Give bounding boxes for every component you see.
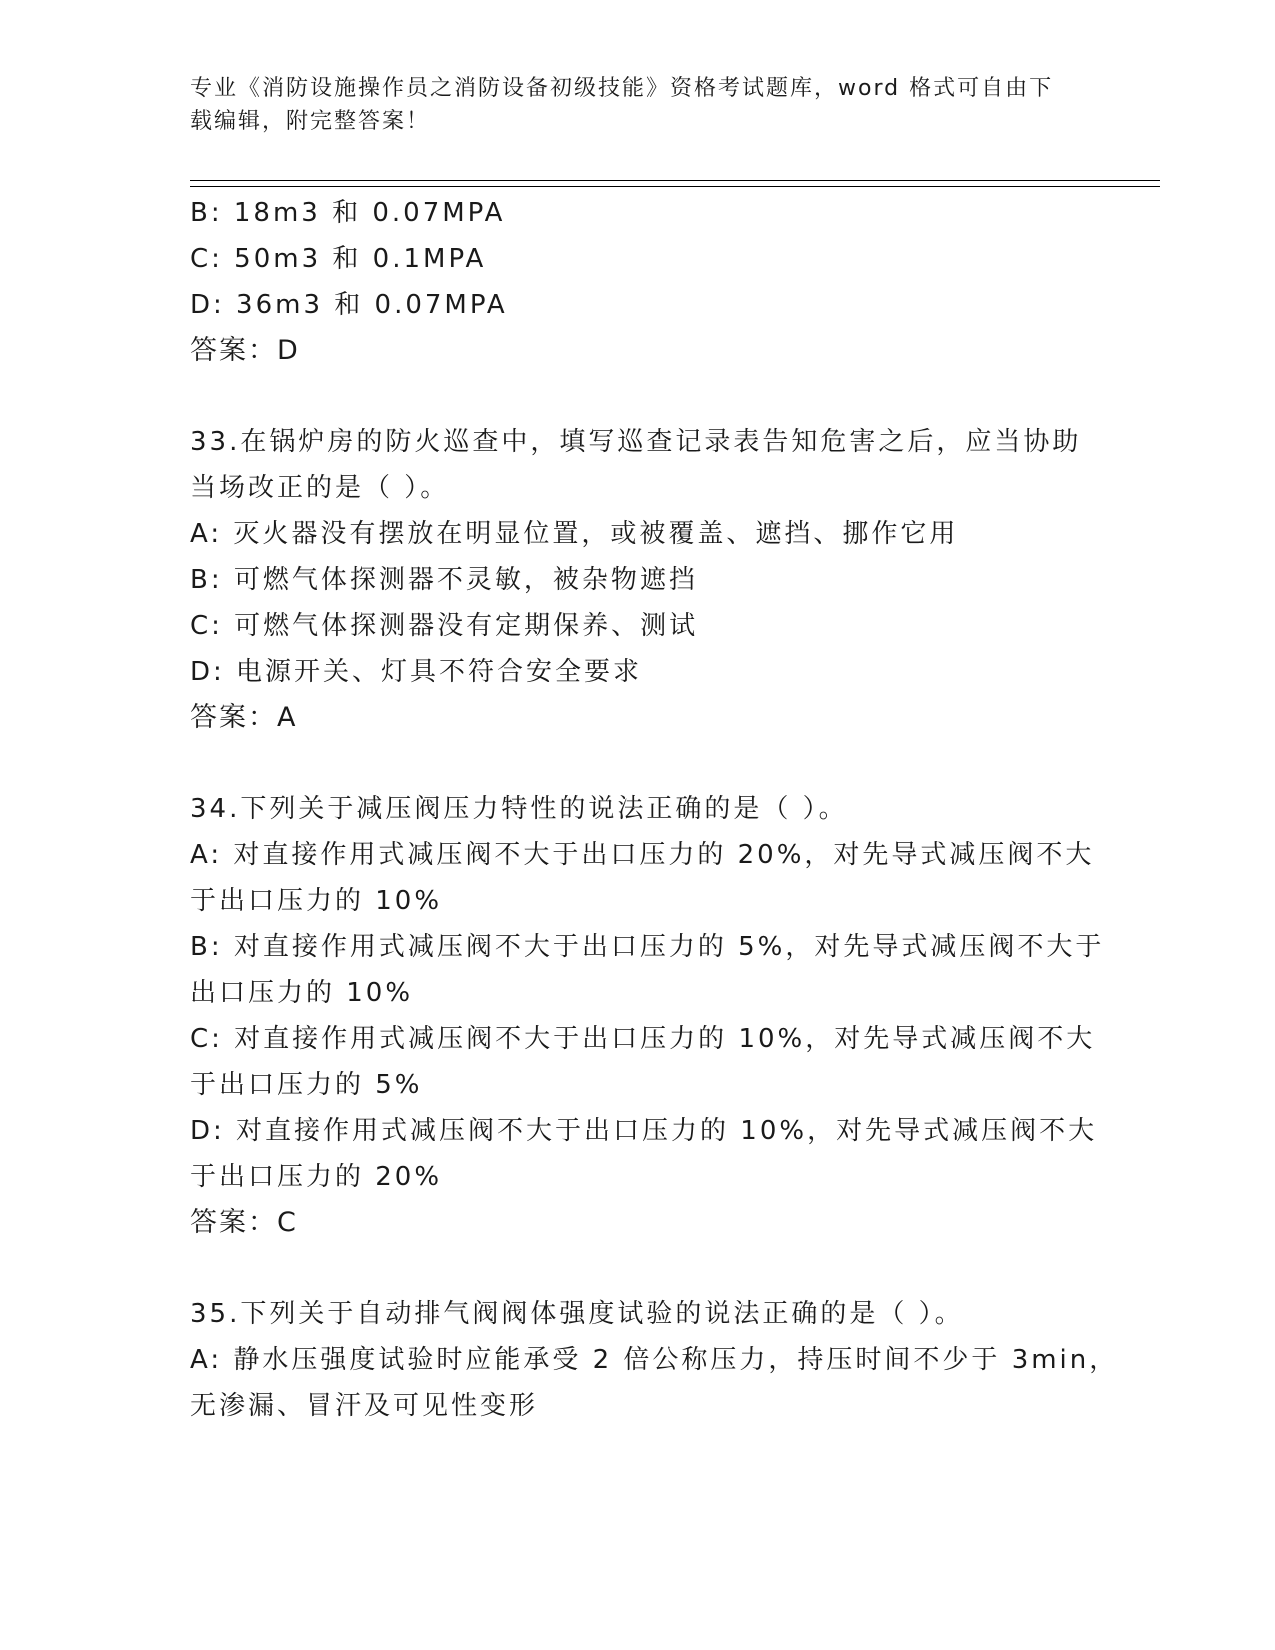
option-b-continued: 出口压力的 10% (190, 978, 414, 1008)
question-stem: 35.下列关于自动排气阀阀体强度试验的说法正确的是（ ）。 (190, 1299, 964, 1329)
page-header (190, 72, 1090, 138)
option-a-continued: 于出口压力的 10% (190, 886, 443, 916)
option-c: C: 50m3 和 0.1MPA (190, 244, 487, 274)
option-d-continued: 于出口压力的 20% (190, 1162, 443, 1192)
option-a: A: 灭火器没有摆放在明显位置，或被覆盖、遮挡、挪作它用 (190, 519, 959, 549)
option-b: B: 可燃气体探测器不灵敏，被杂物遮挡 (190, 565, 698, 595)
question-stem: 33.在锅炉房的防火巡查中，填写巡查记录表告知危害之后，应当协助 (190, 427, 1082, 457)
option-c-continued: 于出口压力的 5% (190, 1070, 423, 1100)
option-d: D: 36m3 和 0.07MPA (190, 290, 508, 320)
answer: 答案：C (190, 1207, 298, 1238)
option-c: C: 对直接作用式减压阀不大于出口压力的 10%，对先导式减压阀不大 (190, 1024, 1096, 1054)
header-line-2: 载编辑，附完整答案！ (190, 109, 431, 134)
answer: 答案：D (190, 335, 300, 366)
option-d: D: 对直接作用式减压阀不大于出口压力的 10%，对先导式减压阀不大 (190, 1116, 1098, 1146)
question-stem-continued: 当场改正的是（ ）。 (190, 473, 450, 503)
option-d: D: 电源开关、灯具不符合安全要求 (190, 657, 643, 687)
header-divider-bottom (190, 186, 1160, 187)
question-list (190, 190, 1119, 1429)
option-b: B: 18m3 和 0.07MPA (190, 198, 506, 228)
question-stem: 34.下列关于减压阀压力特性的说法正确的是（ ）。 (190, 794, 848, 824)
header-divider-top (190, 180, 1160, 181)
option-b: B: 对直接作用式减压阀不大于出口压力的 5%，对先导式减压阀不大于 (190, 932, 1105, 962)
question-32 (190, 190, 1090, 374)
option-a: A: 对直接作用式减压阀不大于出口压力的 20%，对先导式减压阀不大 (190, 840, 1095, 870)
question-35 (190, 1291, 1119, 1429)
header-line-1: 专业《消防设施操作员之消防设备初级技能》资格考试题库，word 格式可自由下 (190, 76, 1054, 101)
question-34 (190, 786, 1105, 1246)
option-a: A: 静水压强度试验时应能承受 2 倍公称压力，持压时间不少于 3min， (190, 1345, 1119, 1375)
answer: 答案：A (190, 702, 298, 733)
question-33 (190, 419, 1090, 741)
option-a-continued: 无渗漏、冒汗及可见性变形 (190, 1391, 539, 1421)
option-c: C: 可燃气体探测器没有定期保养、测试 (190, 611, 699, 641)
